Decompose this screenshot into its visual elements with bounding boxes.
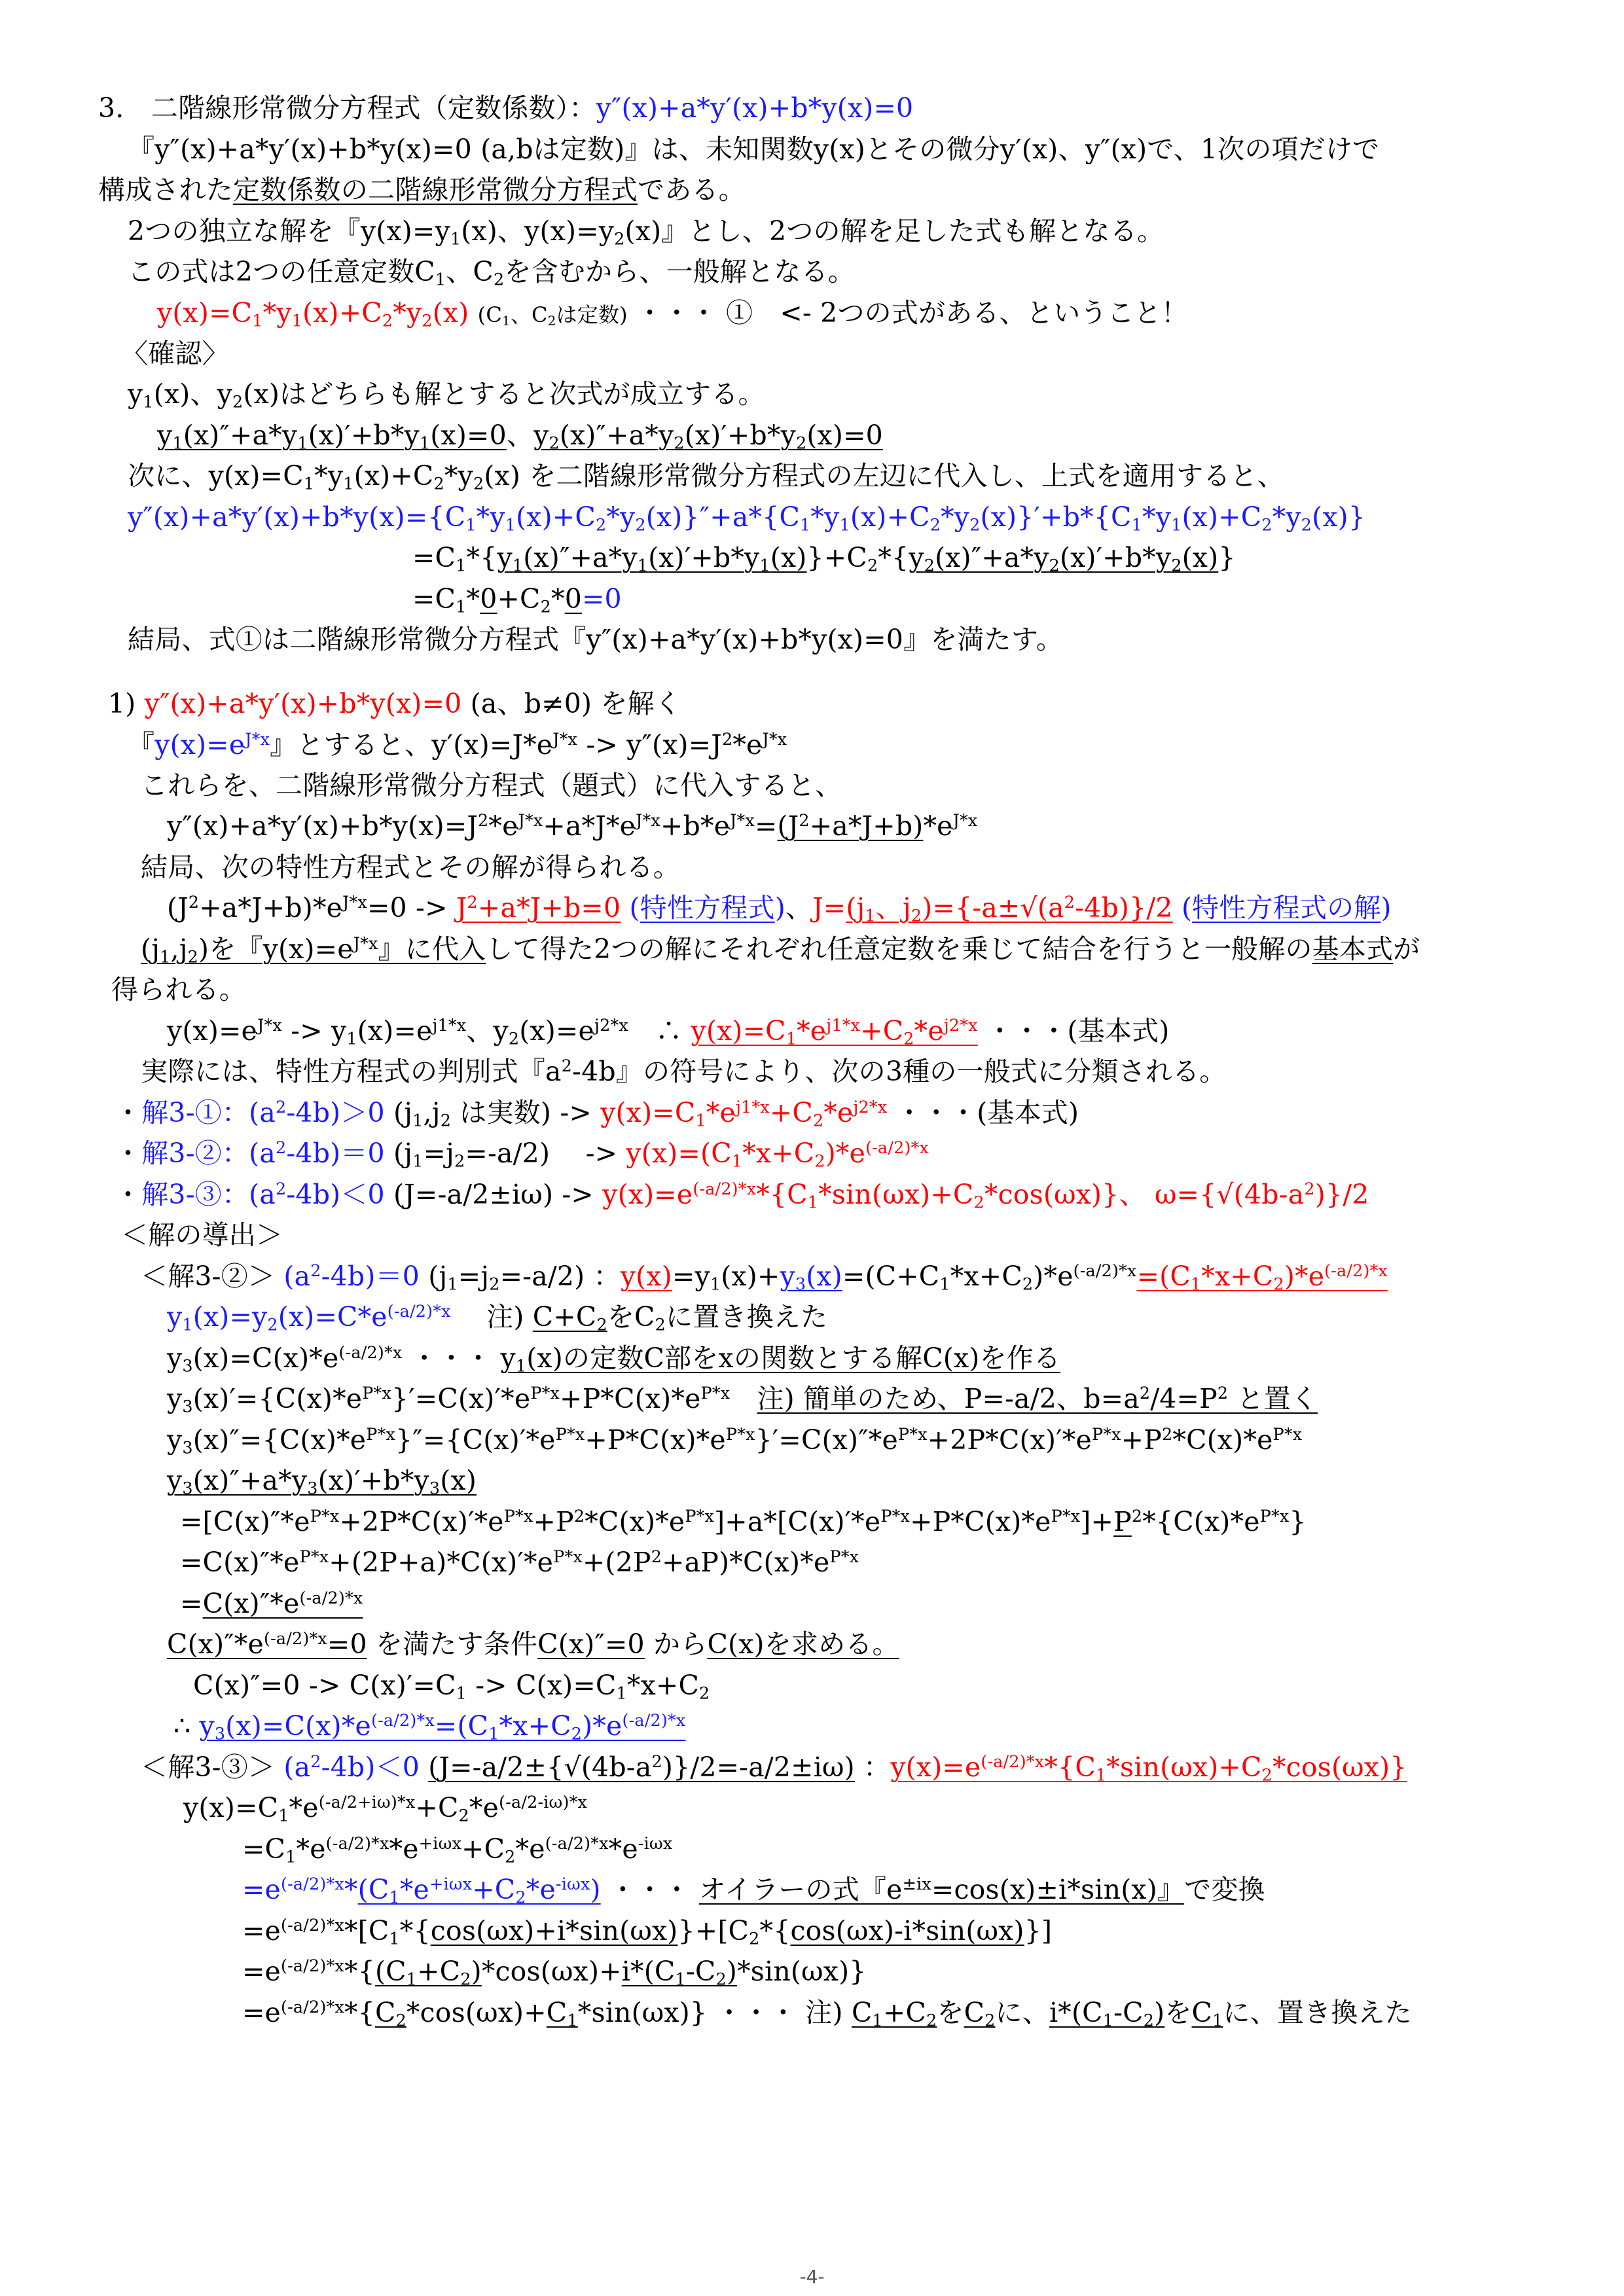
text-line-1: 3. 二階線形常微分方程式（定数係数）：y″(x)+a*y′(x)+b*y(x)=0 — [98, 92, 914, 124]
text-line-13: $=C_1*0+C_2*0=0$ — [412, 583, 622, 617]
text-line-45: $=e^{(-a/2)*x}*[C_1*\{\cos(\omega x)+i*\sin(\omega x)\}+[C_2*\{\cos(\omega x)-i*\sin(\omega x)\}]$ — [242, 1915, 1053, 1948]
text-line-12: $=C_1*\{y_1(x)''+a*y_1(x)'+b*y_1(x)\}+C_2*\{y_2(x)''+a*y_2(x)'+b*y_2(x)\}$ — [412, 542, 1236, 575]
text-line-34: $y_3(x)''+a*y_3(x)'+b*y_3(x)$ — [167, 1465, 477, 1498]
text-line-24: 実際には、特性方程式の判別式『$a^2-4b$』の符号により、次の3種の一般式に分類される。 — [141, 1056, 1227, 1087]
text-line-39: $C(x)''=0 -> C(x)'=C_1 -> C(x)=C_1*x+C_2$ — [193, 1670, 710, 1703]
text-line-32: $y_3(x)'=\{C(x)*e^{P*x}\}'=C(x)'*e^{P*x}+P*C(x)*e^{P*x}$ 注) 簡単のため、P=-a/2、$b=a^2/4=P^2$ と置く — [167, 1383, 1318, 1416]
text-line-42: $y(x)=C_1*e^{(-a/2+i\omega)*x}+C_2*e^{(-a/2-i\omega)*x}$ — [183, 1792, 588, 1825]
text-line-44: $=e^{(-a/2)*x}*(C_1*e^{+i\omega x}+C_2*e^{-i\omega x})$ ・・・ オイラーの式『$e^{\pm ix}=\cos(x)\pm i*\sin(x)$』で変換 — [242, 1874, 1265, 1907]
text-line-11: $y''(x)+a*y'(x)+b*y(x)=\{C_1*y_1(x)+C_2*y_2(x)\}''+a*\{C_1*y_1(x)+C_2*y_2(x)\}'+b*\{C_1*y_1(x)+C_2*y_2(x)\}$ — [128, 501, 1366, 535]
text-line-2: 『y″(x)+a*y′(x)+b*y(x)=0 (a,bは定数)』は、未知関数y(x)とその微分y′(x)、y″(x)で、1次の項だけで — [128, 134, 1380, 165]
text-line-36: $=C(x)''*e^{P*x}+(2P+a)*C(x)'*e^{P*x}+(2P^2+aP)*C(x)*e^{P*x}$ — [180, 1547, 859, 1578]
text-line-26: ・解3-②：$(a^2-4b)=0$ $(j_1=j_2=-a/2)$ -> $y(x)=(C_1*x+C_2)*e^{(-a/2)*x}$ — [115, 1138, 929, 1171]
text-line-15: 1) y″(x)+a*y′(x)+b*y(x)=0 (a、b≠0) を解く — [108, 688, 682, 719]
text-line-18: $y''(x)+a*y'(x)+b*y(x)=J^2*e^{J*x}+a*J*e^{J*x}+b*e^{J*x}=(J^2+a*J+b)*e^{J*x}$ — [167, 810, 978, 842]
text-line-35: $=[C(x)''*e^{P*x}+2P*C(x)'*e^{P*x}+P^2*C(x)*e^{P*x}]+a*[C(x)'*e^{P*x}+P*C(x)*e^{P*x}]+P^2*\{C(x)*e^{P*x}\}$ — [180, 1506, 1307, 1537]
text-line-5: この式は2つの任意定数$C_1$、$C_2$を含むから、一般解となる。 — [128, 256, 855, 289]
text-line-30: $y_1(x)=y_2(x)=C*e^{(-a/2)*x}$ 注) $C+C_2$を$C_2$に置き換えた — [167, 1301, 828, 1335]
text-line-43: $=C_1*e^{(-a/2)*x}*e^{+i\omega x}+C_2*e^{(-a/2)*x}*e^{-i\omega x}$ — [242, 1833, 673, 1867]
text-line-31: $y_3(x)=C(x)*e^{(-a/2)*x}$ ・・・ $y_1(x)$の定数C部をxの関数とする解C(x)を作る — [167, 1342, 1061, 1376]
text-line-27: ・解3-③：$(a^2-4b)<0$ $(J=-a/2\pm i\omega) -> y(x)=e^{(-a/2)*x}*\{C_1*\sin(\omega x)+C_2*\cos(\omega x)\}$、 $\omega=\{√(4b-a^2)\}/2$ — [115, 1179, 1369, 1212]
text-line-40: ∴ $y_3(x)=C(x)*e^{(-a/2)*x}=(C_1*x+C_2)*e^{(-a/2)*x}$ — [173, 1710, 686, 1744]
text-line-22: 得られる。 — [111, 974, 246, 1005]
text-line-4: 2つの独立な解を『$y(x)=y_1(x)$、$y(x)=y_2(x)$』とし、2つの解を足した式も解となる。 — [128, 215, 1164, 249]
text-line-25: ・解3-①：$(a^2-4b)>0$ ($j_1,j_2$ は実数) -> $y(x)=C_1*e^{j1*x}+C_2*e^{j2*x}$ ・・・(基本式) — [115, 1097, 1079, 1130]
text-line-41: ＜解3-③＞ $(a^2-4b)<0$ $(J=-a/2\pm\{√(4b-a^2)\}/2=-a/2\pm i\omega)$ ：$y(x)=e^{(-a/2)*x}*\{C_1*\sin(\omega x)+C_2*\cos(\omega x)\}$ — [141, 1751, 1407, 1785]
text-line-17: これらを、二階線形常微分方程式（題式）に代入すると、 — [141, 770, 842, 801]
text-line-21: $(j_1,j_2)$を『$y(x)=e^{J*x}$』に代入して得た2つの解にそれぞれ任意定数を乗じて結合を行うと一般解の基本式が — [141, 933, 1420, 967]
text-line-47: $=e^{(-a/2)*x}*\{C_2*\cos(\omega x)+C_1*\sin(\omega x)\}$ ・・・ 注) $C_1+C_2$を$C_2$に、$i*(C_1-C_2)$を$C_1$に、置き換えた — [242, 1997, 1412, 2030]
text-line-20: $(J^2+a*J+b)*e^{J*x}=0 -> J^2+a*J+b=0$ (特性方程式)、$J=(j_1$、$j_2)=\{-a\pm√(a^2-4b)\}/2$ (特性方程式の解) — [167, 892, 1392, 925]
text-line-14: 結局、式①は二階線形常微分方程式『y″(x)+a*y′(x)+b*y(x)=0』を満たす。 — [128, 624, 1064, 655]
text-line-3: 構成された定数係数の二階線形常微分方程式である。 — [98, 174, 746, 206]
text-line-37: $=C(x)''*e^{(-a/2)*x}$ — [180, 1588, 363, 1619]
text-line-23: $y(x)=e^{J*x} -> y_1(x)=e^{j1*x}$、$y_2(x)=e^{j2*x}$ ∴ $y(x)=C_1*e^{j1*x}+C_2*e^{j2*x}$ ・・・(基本式) — [167, 1015, 1170, 1049]
text-line-9: $y_1(x)''+a*y_1(x)'+b*y_1(x)=0$、$y_2(x)''+a*y_2(x)'+b*y_2(x)=0$ — [157, 420, 883, 453]
text-line-38: $C(x)''*e^{(-a/2)*x}=0$ を満たす条件C(x)″=0 からC(x)を求める。 — [167, 1628, 899, 1660]
text-line-29: ＜解3-②＞ $(a^2-4b)=0$ $(j_1=j_2=-a/2)$ ：$y(x)=y_1(x)+y_3(x)=(C+C_1*x+C_2)*e^{(-a/2)*x}=(C_1*x+C_2)*e^{(-a/2)*x}$ — [141, 1261, 1388, 1294]
text-line-6: $y(x)=C_1*y_1(x)+C_2*y_2(x)$ ($C_1$、$C_2$は定数) ・・・ ① <- 2つの式がある、ということ！ — [157, 297, 1189, 331]
text-line-10: 次に、$y(x)=C_1*y_1(x)+C_2*y_2(x)$ を二階線形常微分方程式の左辺に代入し、上式を適用すると、 — [128, 460, 1284, 493]
text-line-19: 結局、次の特性方程式とその解が得られる。 — [141, 852, 680, 883]
page-number: -4- — [799, 2266, 825, 2287]
text-line-16: 『$y(x)=e^{J*x}$』とすると、$y'(x)=J*e^{J*x} -> y''(x)=J^2*e^{J*x}$ — [128, 729, 787, 761]
text-line-28: ＜解の導出＞ — [121, 1219, 283, 1251]
text-line-33: $y_3(x)''=\{C(x)*e^{P*x}\}''=\{C(x)'*e^{P*x}+P*C(x)*e^{P*x}\}'=C(x)''*e^{P*x}+2P*C(x)'*e^{P*x}+P^2*C(x)*e^{P*x}$ — [167, 1424, 1303, 1458]
text-line-8: $y_1(x)$、$y_2(x)$はどちらも解とすると次式が成立する。 — [128, 378, 765, 412]
text-line-7: 〈確認〉 — [121, 338, 229, 369]
text-line-46: $=e^{(-a/2)*x}*\{(C_1+C_2)*\cos(\omega x)+i*(C_1-C_2)*\sin(\omega x)\}$ — [242, 1956, 867, 1989]
